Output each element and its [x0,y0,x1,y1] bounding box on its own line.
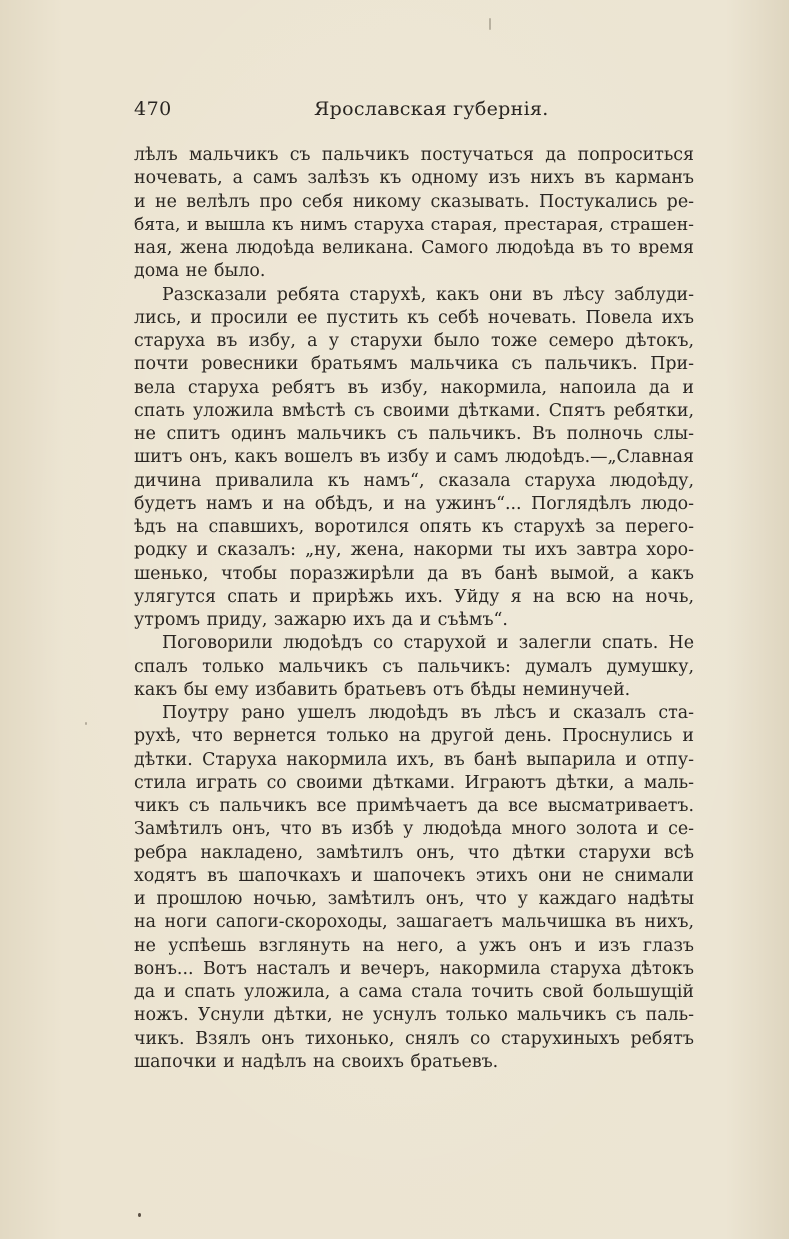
text-line: дома не было. [134,261,266,282]
paper-speck [85,722,87,725]
page-number: 470 [134,98,172,120]
text-line: родку и сказалъ: „ну, жена, накорми ты ихъ завтра хоро- [134,540,694,561]
text-line: шапочки и надѣлъ на своихъ братьевъ. [134,1051,499,1072]
text-line: улягутся спать и прирѣжь ихъ. Уйду я на всю на ночь, [134,586,694,607]
text-line: дичина привалила къ намъ“, сказала старуха людоѣду, [134,470,694,491]
text-line: шитъ онъ, какъ вошелъ въ избу и самъ людоѣдъ.—„Славная [134,447,694,468]
text-line: и прошлою ночью, замѣтилъ онъ, что у каждаго надѣты [134,889,694,909]
body-text [134,144,694,1074]
text-line: ножъ. Уснули дѣтки, не уснулъ только мальчикъ съ паль- [134,1005,694,1026]
paper-speck [138,1213,141,1217]
text-line: ночевать, а самъ залѣзъ къ одному изъ нихъ въ карманъ [134,168,694,189]
text-line: вела старуха ребятъ въ избу, накормила, напоила да и [134,377,694,398]
text-line: не успѣешь взглянуть на него, а ужъ онъ и изъ глазъ [134,935,694,956]
text-line: бята, и вышла къ нимъ старуха старая, престарая, страшен- [134,214,694,235]
text-line: спалъ только мальчикъ съ пальчикъ: думалъ думушку, [134,656,694,677]
text-line: Разсказали ребята старухѣ, какъ они въ лѣсу заблуди- [162,284,694,305]
paper-speck [489,18,491,30]
text-line: какъ бы ему избавить братьевъ отъ бѣды неминучей. [134,679,631,700]
text-line: ѣдъ на спавшихъ, воротился опять къ старухѣ за перего- [134,517,694,537]
text-line: Замѣтилъ онъ, что въ избѣ у людоѣда много золота и се- [134,819,694,840]
text-line: ходятъ въ шапочкахъ и шапочекъ этихъ они не снимали [134,865,694,886]
text-line: будетъ намъ и на обѣдъ, и на ужинъ“... Поглядѣлъ людо- [134,493,694,514]
text-line: на ноги сапоги-скороходы, зашагаетъ мальчишка въ нихъ, [134,912,694,933]
text-line: спать уложила вмѣстѣ съ своими дѣтками. Спятъ ребятки, [134,400,694,421]
running-title: Ярославская губернія. [314,98,549,120]
text-line: и не велѣлъ про себя никому сказывать. Постукались ре- [134,191,694,212]
text-line: лѣлъ мальчикъ съ пальчикъ постучаться да попроситься [134,145,694,165]
text-line: стила играть со своими дѣтками. Играютъ дѣтки, а маль- [134,772,694,793]
text-line: старуха въ избу, а у старухи было тоже семеро дѣтокъ, [134,331,694,351]
text-line: лись, и просили ее пустить къ себѣ ночевать. Повела ихъ [134,307,694,328]
text-line: Поговорили людоѣдъ со старухой и залегли спать. Не [162,633,694,654]
text-line: вонъ... Вотъ насталъ и вечеръ, накормила старуха дѣтокъ [134,958,694,979]
page-header [134,98,694,128]
text-line: ная, жена людоѣда великана. Самого людоѣда въ то время [134,238,694,258]
text-line: не спитъ одинъ мальчикъ съ пальчикъ. Въ полночь слы- [134,424,694,444]
text-line: ребра накладено, замѣтилъ онъ, что дѣтки старухи всѣ [134,842,694,863]
text-line: да и спать уложила, а сама стала точить свой большущій [134,982,694,1002]
text-line: рухѣ, что вернется только на другой день. Проснулись и [134,726,694,747]
text-line: чикъ. Взялъ онъ тихонько, снялъ со старухиныхъ ребятъ [134,1028,694,1049]
text-line: утромъ приду, зажарю ихъ да и съѣмъ“. [134,610,508,630]
text-line: чикъ съ пальчикъ все примѣчаетъ да все высматриваетъ. [134,796,694,816]
text-line: шенько, чтобы поразжирѣли да въ банѣ вымой, а какъ [134,563,694,584]
text-line: почти ровесники братьямъ мальчика съ пальчикъ. При- [134,354,694,375]
text-line: Поутру рано ушелъ людоѣдъ въ лѣсъ и сказалъ ста- [162,703,694,723]
text-line: дѣтки. Старуха накормила ихъ, въ банѣ выпарила и отпу- [134,749,694,770]
